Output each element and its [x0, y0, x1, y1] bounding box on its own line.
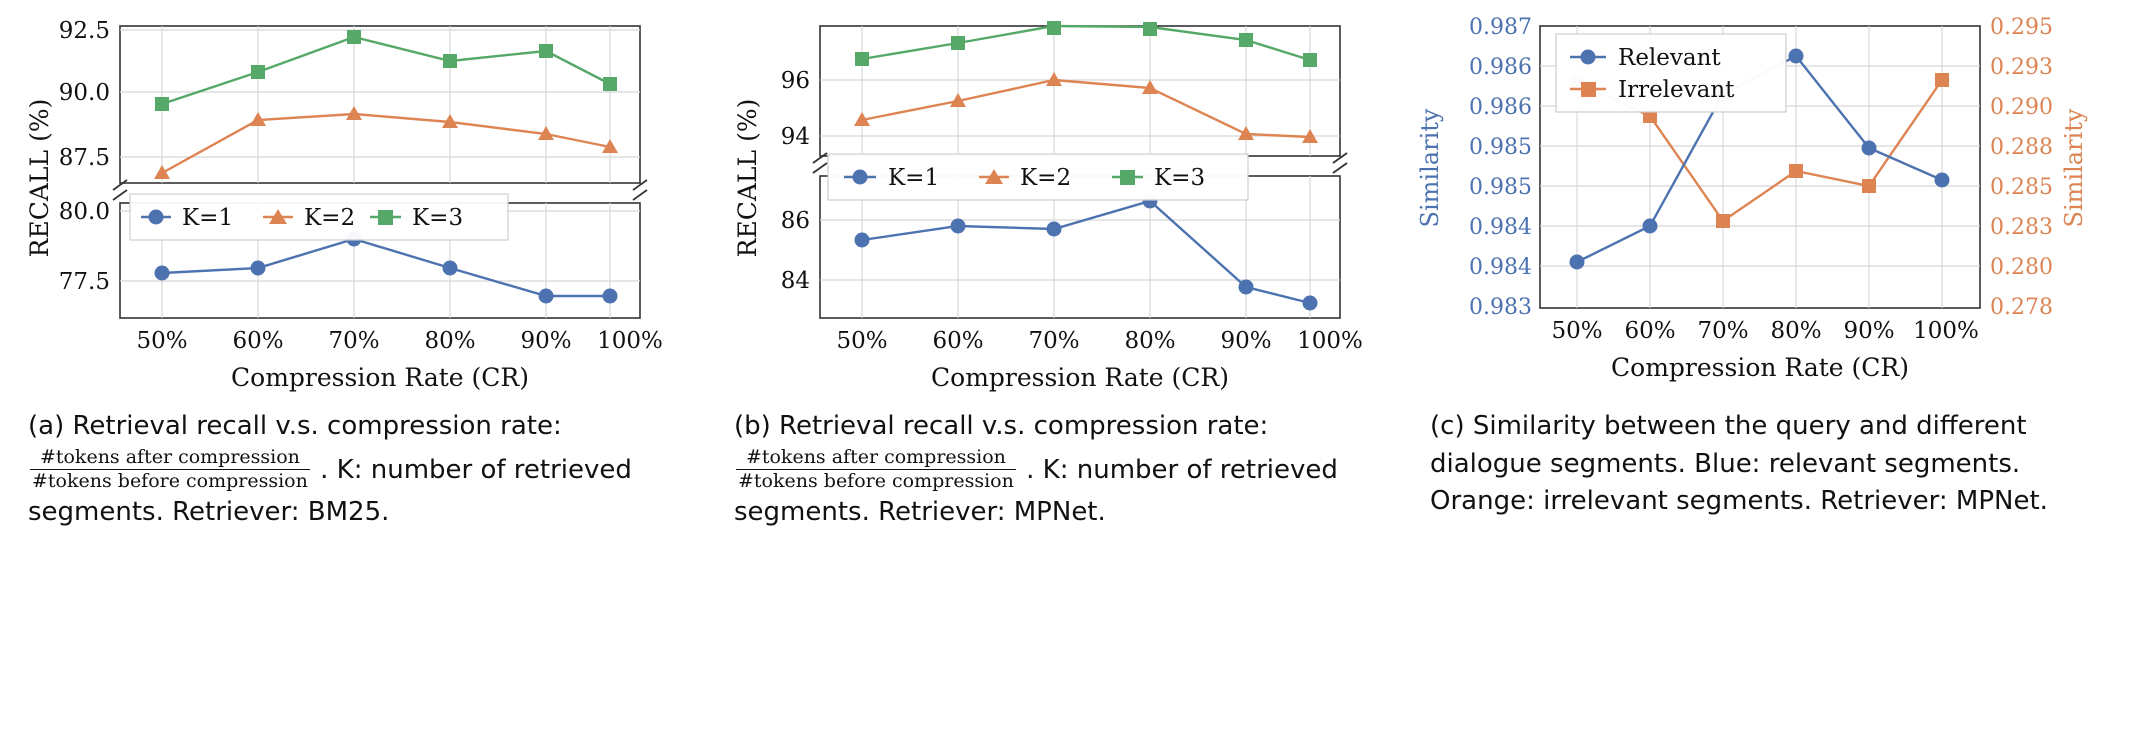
svg-text:80%: 80%: [424, 328, 476, 354]
chart-c-left-ylabel: Similarity: [1416, 108, 1444, 228]
svg-text:70%: 70%: [1028, 328, 1080, 354]
svg-text:60%: 60%: [932, 328, 984, 354]
caption-a-fraction-numerator: #tokens after compression: [30, 446, 310, 471]
svg-text:100%: 100%: [1913, 318, 1979, 344]
svg-text:0.987: 0.987: [1469, 15, 1532, 40]
svg-text:80%: 80%: [1770, 318, 1822, 344]
svg-text:0.986: 0.986: [1469, 95, 1532, 120]
chart-a-plot-area: [113, 26, 647, 318]
svg-text:60%: 60%: [1624, 318, 1676, 344]
caption-b: [710, 408, 1410, 532]
svg-text:90.0: 90.0: [58, 80, 110, 106]
svg-text:84: 84: [780, 268, 810, 294]
svg-text:K=1: K=1: [888, 165, 940, 191]
svg-text:90%: 90%: [1843, 318, 1895, 344]
chart-b-legend: [828, 154, 1248, 200]
caption-b-pre: (b) Retrieval recall v.s. compression rate:: [734, 411, 1269, 441]
svg-text:0.283: 0.283: [1990, 215, 2053, 240]
caption-b-fraction: [736, 446, 1016, 495]
panel-c: [1410, 8, 2130, 744]
svg-text:K=3: K=3: [1154, 165, 1206, 191]
svg-text:87.5: 87.5: [58, 145, 110, 171]
svg-text:50%: 50%: [1551, 318, 1603, 344]
caption-a-fraction-denominator: #tokens before compression: [32, 470, 308, 493]
svg-text:K=3: K=3: [412, 205, 464, 231]
chart-c-svg: [1410, 8, 2110, 408]
chart-a-xlabel: Compression Rate (CR): [231, 363, 529, 392]
svg-text:0.985: 0.985: [1469, 175, 1532, 200]
caption-b-fraction-numerator: #tokens after compression: [736, 446, 1016, 471]
svg-text:0.983: 0.983: [1469, 295, 1532, 320]
svg-text:94: 94: [780, 124, 810, 150]
chart-b-svg: [710, 8, 1400, 408]
svg-text:0.278: 0.278: [1990, 295, 2053, 320]
svg-text:90%: 90%: [1220, 328, 1272, 354]
chart-b-ylabel: RECALL (%): [733, 98, 762, 258]
svg-text:80.0: 80.0: [58, 199, 110, 225]
svg-text:70%: 70%: [328, 328, 380, 354]
svg-text:0.984: 0.984: [1469, 215, 1532, 240]
svg-text:0.293: 0.293: [1990, 55, 2053, 80]
svg-text:K=2: K=2: [304, 205, 356, 231]
svg-text:60%: 60%: [232, 328, 284, 354]
svg-text:80%: 80%: [1124, 328, 1176, 354]
svg-text:92.5: 92.5: [58, 18, 110, 44]
chart-b-xlabel: Compression Rate (CR): [931, 363, 1229, 392]
chart-c: [1410, 8, 2130, 408]
svg-text:K=2: K=2: [1020, 165, 1072, 191]
caption-a-post: . K: number of retrieved segments. Retriever: BM25.: [28, 454, 632, 528]
svg-text:0.285: 0.285: [1990, 175, 2053, 200]
caption-a-pre: (a) Retrieval recall v.s. compression rate:: [28, 411, 562, 441]
svg-text:96: 96: [780, 68, 810, 94]
svg-text:Relevant: Relevant: [1618, 45, 1721, 71]
panel-a: [10, 8, 710, 744]
svg-text:70%: 70%: [1697, 318, 1749, 344]
svg-text:90%: 90%: [520, 328, 572, 354]
svg-text:K=1: K=1: [182, 205, 234, 231]
caption-a: [10, 408, 710, 532]
chart-c-right-ylabel: Similarity: [2060, 108, 2088, 228]
chart-a-ylabel: RECALL (%): [25, 98, 54, 258]
svg-text:77.5: 77.5: [58, 269, 110, 295]
chart-a: [10, 8, 710, 408]
caption-b-fraction-denominator: #tokens before compression: [738, 470, 1014, 493]
svg-text:0.985: 0.985: [1469, 135, 1532, 160]
svg-text:0.295: 0.295: [1990, 15, 2053, 40]
svg-text:50%: 50%: [136, 328, 188, 354]
svg-text:86: 86: [780, 208, 810, 234]
svg-text:100%: 100%: [597, 328, 663, 354]
chart-b: [710, 8, 1410, 408]
chart-c-xlabel: Compression Rate (CR): [1611, 353, 1909, 382]
chart-a-legend: [130, 194, 508, 240]
svg-text:Irrelevant: Irrelevant: [1618, 77, 1735, 103]
svg-text:0.984: 0.984: [1469, 255, 1532, 280]
panel-b: [710, 8, 1410, 744]
svg-text:0.290: 0.290: [1990, 95, 2053, 120]
svg-text:50%: 50%: [836, 328, 888, 354]
chart-a-svg: [10, 8, 700, 408]
svg-text:0.280: 0.280: [1990, 255, 2053, 280]
svg-text:0.288: 0.288: [1990, 135, 2053, 160]
svg-text:0.986: 0.986: [1469, 55, 1532, 80]
caption-a-fraction: [30, 446, 310, 495]
caption-c-pre: (c) Similarity between the query and different dialogue segments. Blue: relevant segments. Orange: irrelevant segments. Retriever: MPNet.: [1430, 411, 2048, 517]
caption-b-post: . K: number of retrieved segments. Retriever: MPNet.: [734, 454, 1338, 528]
caption-c: [1410, 408, 2130, 521]
chart-c-legend: [1556, 34, 1786, 112]
svg-text:100%: 100%: [1297, 328, 1363, 354]
